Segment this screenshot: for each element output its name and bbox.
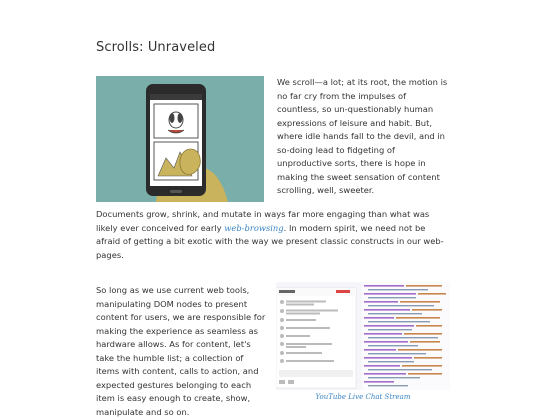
intro-paragraph: We scroll—a lot; at its root, the motion is no far cry from the impulses of countless, so un-questionably human expressions of leisure and habit. But, where idle hands fall to the devil, and in so-doing lead to fidgeting of unproductive sorts, there is hope in making the sweet sensation of content scrolling, well, sweeter. xyxy=(277,77,448,195)
para2-text-end: . In modern spirit, we need not be afraid of getting a bit exotic with the way we present classic constructs in our web-pages. xyxy=(96,222,444,260)
live-chat-screenshot xyxy=(276,282,450,390)
body-paragraph-3: So long as we use current web tools, manipulating DOM nodes to present content for users, we are responsible for making the experience as seamless as hardware allows. As for content, let's take the humble list; a collection of items with content, calls to action, and expected gestures belonging to each item is easy enough to create, show, manipulate and so on. xyxy=(96,285,266,417)
hero-illustration xyxy=(96,76,264,202)
phone-scrolling-illustration xyxy=(96,76,264,202)
para2-text-start: Documents grow, shrink, and mutate in ways far more engaging than what was likely ever conceived for early xyxy=(96,209,430,233)
image-caption: YouTube Live Chat Stream xyxy=(315,393,411,401)
web-browsing-link[interactable]: web-browsing xyxy=(224,222,284,233)
chat-stream-image xyxy=(276,282,450,390)
page-title: Scrolls: Unraveled xyxy=(96,40,216,55)
body-paragraph-2 xyxy=(96,208,450,262)
